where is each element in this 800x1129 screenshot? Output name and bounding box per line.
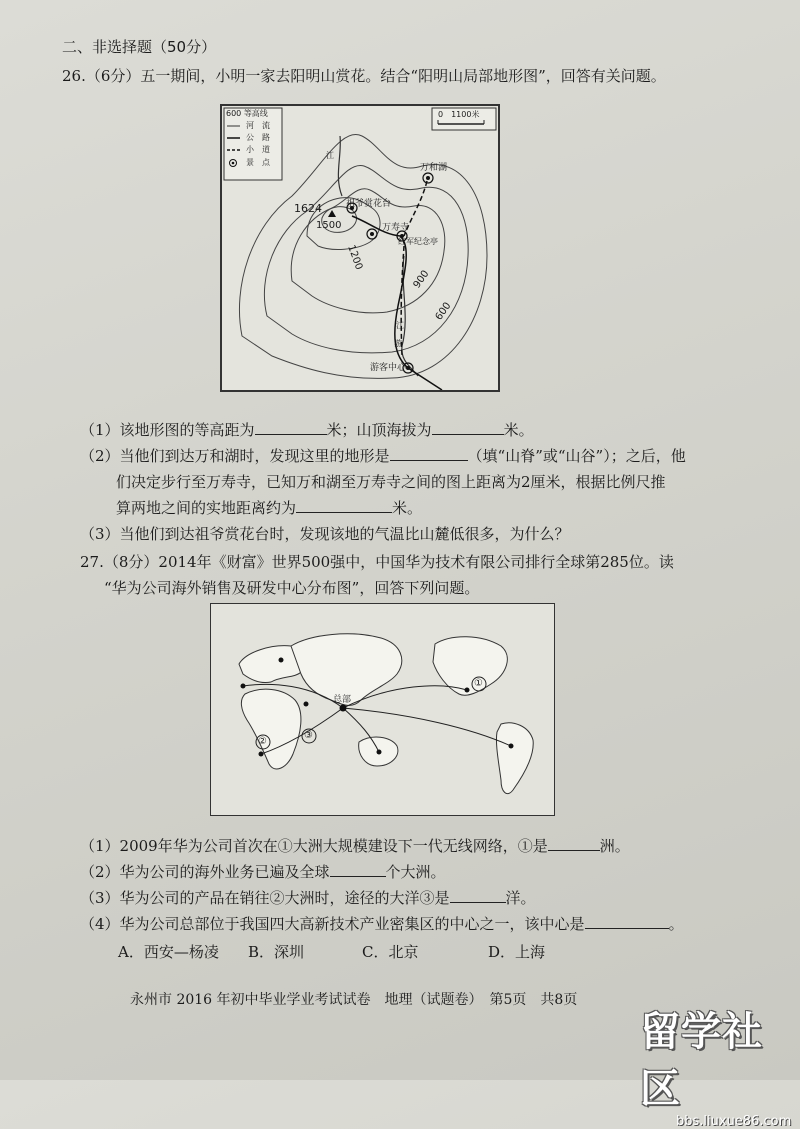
point-middle-east xyxy=(304,702,309,707)
q27-part3: （3）华为公司的产品在销往②大洲时，途径的大洋③是 洋。 xyxy=(80,889,536,907)
q26-part3: （3）当他们到达祖爷赏花台时，发现该地的气温比山麓低很多，为什么？ xyxy=(80,525,570,543)
point-europe xyxy=(241,684,246,689)
label-river2: 江 xyxy=(396,321,404,330)
world-map xyxy=(210,603,555,816)
legend-river: 河 流 xyxy=(246,121,270,130)
point-russia xyxy=(279,658,284,663)
label-900: 900 xyxy=(411,268,432,291)
label-wanhe: 万和湖 xyxy=(420,163,448,173)
answer-blank-5[interactable] xyxy=(548,836,600,851)
label-marker-2: ② xyxy=(258,736,267,747)
q27-part1: （1）2009年华为公司首次在①大洲大规模建设下一代无线网络，①是 洲。 xyxy=(80,837,630,855)
legend-contour: 600 等高线 xyxy=(226,109,268,118)
topographic-map xyxy=(220,104,500,392)
page-footer: 永州市 2016 年初中毕业学业考试试卷 地理（试题卷） 第5页 共8页 xyxy=(130,992,578,1008)
q26-part1: （1）该地形图的等高距为 米；山顶海拔为 米。 xyxy=(80,421,534,439)
river-north xyxy=(338,136,342,196)
peak-triangle xyxy=(328,210,336,217)
answer-blank-7[interactable] xyxy=(450,888,506,903)
legend-road: 公 路 xyxy=(246,133,270,142)
scenic-spot-wanhe xyxy=(423,173,433,183)
answer-blank-3[interactable] xyxy=(390,446,468,461)
answer-blank-1[interactable] xyxy=(255,420,327,435)
answer-blank-6[interactable] xyxy=(330,862,386,877)
section-title: 二、非选择题（50分） xyxy=(62,38,217,56)
q27-option-c[interactable]: C．北京 xyxy=(362,943,419,961)
label-youke: 游客中心 xyxy=(370,363,407,373)
legend-trail: 小 道 xyxy=(246,145,270,154)
q26-part2: （2）当他们到达万和湖时，发现这里的地形是 （填“山脊”或“山谷”）；之后，他 xyxy=(80,447,686,465)
world-map-drawing xyxy=(211,604,553,814)
hq-point xyxy=(340,705,347,712)
q27-option-a[interactable]: A．西安—杨凌 xyxy=(118,943,219,961)
label-600: 600 xyxy=(433,300,454,323)
q27-stem-line1: 27.（8分）2014年《财富》世界500强中，中国华为技术有限公司排行全球第285位。读 xyxy=(80,553,674,571)
label-marker-3: ③ xyxy=(304,730,313,741)
watermark-logo xyxy=(640,1000,795,1129)
label-zuye: 祖爷赏花台 xyxy=(346,199,392,209)
point-oceania xyxy=(377,750,382,755)
label-marker-1: ① xyxy=(474,678,483,689)
q26-part2-cont: 们决定步行至万寿寺，已知万和湖至万寿寺之间的图上距离为2厘米，根据比例尺推 xyxy=(116,473,666,491)
label-hongjun: 红军纪念亭 xyxy=(398,237,438,246)
answer-blank-4[interactable] xyxy=(296,498,392,513)
q27-option-d[interactable]: D．上海 xyxy=(488,943,546,961)
q27-part4: （4）华为公司总部位于我国四大高新技术产业密集区的中心之一，该中心是 。 xyxy=(80,915,684,933)
answer-blank-8[interactable] xyxy=(585,914,669,929)
legend-spot: 景 点 xyxy=(246,158,270,167)
label-river3: 游 xyxy=(394,339,402,348)
answer-blank-2[interactable] xyxy=(432,420,504,435)
q27-option-b[interactable]: B．深圳 xyxy=(248,943,305,961)
label-hq: 总部 xyxy=(333,695,352,705)
label-wanshou: 万寿寺 xyxy=(382,223,410,233)
watermark-url: bbs.liuxue86.com xyxy=(676,1114,792,1129)
south-america-shape xyxy=(496,723,533,794)
q27-part2: （2）华为公司的海外业务已遍及全球 个大洲。 xyxy=(80,863,446,881)
scenic-spot-wanshou xyxy=(367,229,377,239)
map-scale: 0 1100米 xyxy=(438,110,480,119)
q27-stem-line2: “华为公司海外销售及研发中心分布图”，回答下列问题。 xyxy=(104,579,480,597)
label-1200: 1200 xyxy=(345,243,365,272)
watermark-title: 留学社区 xyxy=(640,1009,763,1112)
point-africa xyxy=(259,752,264,757)
q26-part2-cont2: 算两地之间的实地距离约为 米。 xyxy=(116,499,423,517)
point-south-america xyxy=(509,744,514,749)
label-1500: 1500 xyxy=(316,220,342,231)
label-river1: 江 xyxy=(326,151,334,160)
point-north-america xyxy=(465,688,470,693)
africa-shape xyxy=(241,689,301,769)
q26-stem: 26.（6分）五一期间，小明一家去阳明山赏花。结合“阳明山局部地形图”，回答有关问题。 xyxy=(62,67,666,85)
label-peak: 1624 xyxy=(294,202,322,215)
